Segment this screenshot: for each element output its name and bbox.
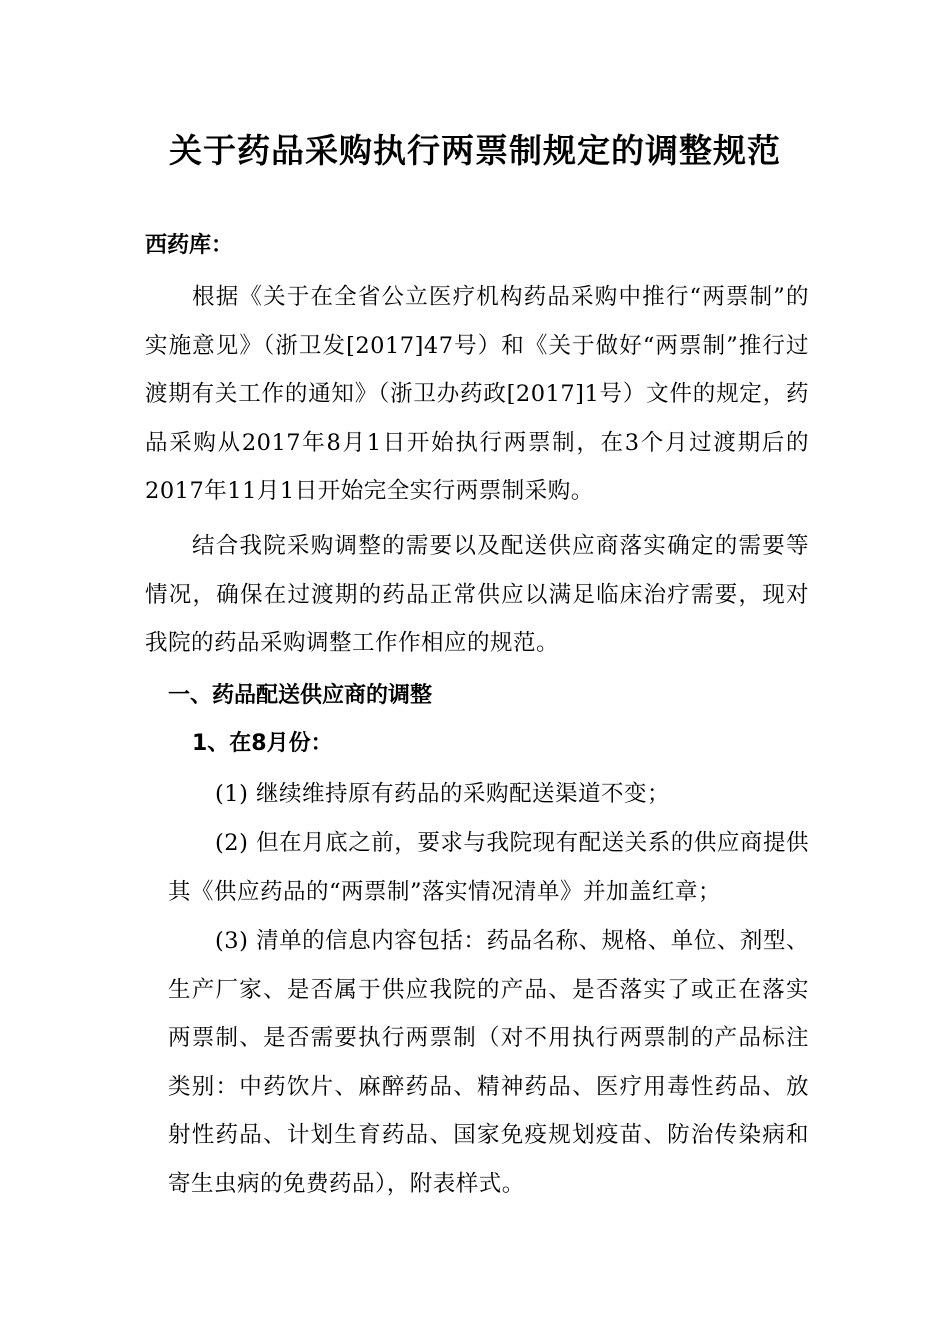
subsection-heading-august: 1、在8月份： xyxy=(192,731,333,756)
paragraph-purpose: 结合我院采购调整的需要以及配送供应商落实确定的需要等情况，确保在过渡期的药品正常供应以满足临床治疗需要，现对我院的药品采购调整工作作相应的规范。 xyxy=(145,533,809,656)
document-title: 关于药品采购执行两票制规定的调整规范 xyxy=(169,131,781,170)
recipient-line: 西药库： xyxy=(145,233,234,258)
list-item-3: (3) 清单的信息内容包括：药品名称、规格、单位、剂型、生产厂家、是否属于供应我院的产品、是否落实了或正在落实两票制、是否需要执行两票制（对不用执行两票制的产品标注类别：中药饮片、麻醉药品、精神药品、医疗用毒性药品、放射性药品、计划生育药品、国家免疫规划疫苗、防治传染病和寄生虫病的免费药品），附表样式。 xyxy=(168,928,809,1197)
paragraph-legal-basis: 根据《关于在全省公立医疗机构药品采购中推行“两票制”的实施意见》（浙卫发[2017]47号）和《关于做好“两票制”推行过渡期有关工作的通知》（浙卫办药政[2017]1号）文件的规定，药品采购从2017年8月1日开始执行两票制，在3个月过渡期后的2017年11月1日开始完全实行两票制采购。 xyxy=(145,284,809,504)
section-heading-supplier-adjustment: 一、药品配送供应商的调整 xyxy=(168,683,433,708)
list-item-1: (1) 继续维持原有药品的采购配送渠道不变； xyxy=(215,781,671,807)
list-item-2: (2) 但在月底之前，要求与我院现有配送关系的供应商提供其《供应药品的“两票制”落实情况清单》并加盖红章； xyxy=(168,830,809,905)
